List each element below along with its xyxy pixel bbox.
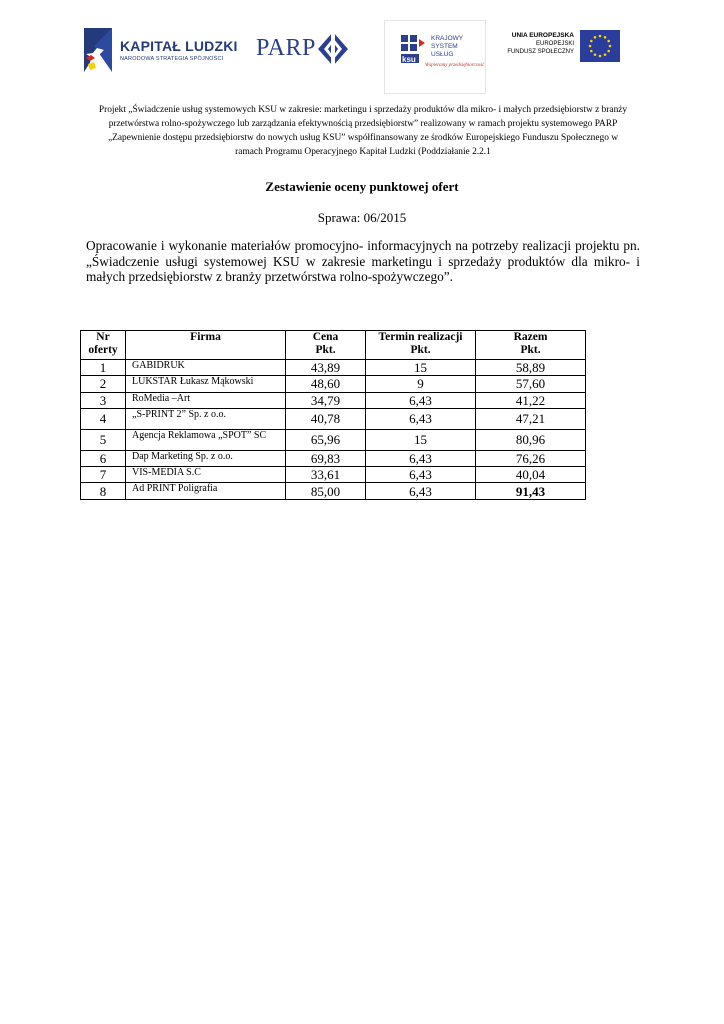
header-nr [81, 331, 126, 360]
cell-price: 85,00 [286, 483, 366, 499]
table-row [81, 392, 586, 408]
table-row [81, 450, 586, 466]
cell-nr: 3 [81, 392, 126, 408]
eu-flag-icon [580, 30, 620, 62]
cell-firm: Agencja Reklamowa „SPOT” SC [126, 429, 286, 450]
eu-text [507, 32, 574, 56]
cell-total: 58,89 [476, 360, 586, 376]
project-line-1: Projekt „Świadczenie usług systemowych KSU w zakresie: marketingu i sprzedaży produktów dla mikro- i małych przedsiębiorstw z branży [98, 105, 628, 115]
cell-price: 43,89 [286, 360, 366, 376]
cell-term: 9 [366, 376, 476, 392]
header-firm-label: Firma [190, 331, 221, 343]
header-price-line-1: Cena [312, 331, 339, 343]
eu-star-icon [607, 40, 610, 43]
svg-text:ksu: ksu [402, 55, 416, 64]
header-term [366, 331, 476, 360]
ksu-line-2: SYSTEM [431, 43, 458, 50]
ksu-mark-icon [401, 35, 427, 65]
header-total-line-2: Pkt. [520, 344, 541, 356]
header-price-line-2: Pkt. [315, 344, 336, 356]
table-row [81, 429, 586, 450]
cell-firm: Ad PRINT Poligrafia [126, 483, 286, 499]
cell-firm: VIS-MEDIA S.C [126, 467, 286, 483]
case-number: Sprawa: 06/2015 [317, 210, 407, 225]
cell-nr: 4 [81, 408, 126, 429]
cell-term: 15 [366, 429, 476, 450]
cell-nr: 2 [81, 376, 126, 392]
cell-firm: LUKSTAR Łukasz Mąkowski [126, 376, 286, 392]
cell-price: 69,83 [286, 450, 366, 466]
cell-price: 65,96 [286, 429, 366, 450]
cell-total-highest: 91,43 [476, 483, 586, 499]
kapital-ludzki-logo [84, 22, 238, 78]
cell-term: 15 [366, 360, 476, 376]
cell-total: 57,60 [476, 376, 586, 392]
parp-name: PARP [256, 35, 316, 61]
header-firm [126, 331, 286, 360]
cell-total: 40,04 [476, 467, 586, 483]
eu-line-3: FUNDUSZ SPOŁECZNY [507, 49, 574, 55]
ksu-line-3: USŁUG [431, 51, 454, 58]
eu-line-2: EUROPEJSKI [535, 41, 574, 47]
project-line-2: przetwórstwa rolno-spożywczego lub zarządzania efektywnością przedsiębiorstw” realizowany w ramach projektu systemowego PARP [108, 119, 618, 129]
ksu-line-1: KRAJOWY [431, 35, 464, 42]
cell-nr: 5 [81, 429, 126, 450]
ksu-logo [384, 20, 486, 94]
intro-paragraph: Opracowanie i wykonanie materiałów promocyjno- informacyjnych na potrzeby realizacji projektu pn. „Świadczenie usługi systemowej KSU w zakresie marketingu i sprzedaży produktów dla mikro- i małych przedsiębiorstw z branży przetwórstwa rolno-spożywczego”. [86, 238, 640, 284]
eu-star-icon [590, 50, 593, 53]
eu-line-1: UNIA EUROPEJSKA [511, 32, 574, 39]
header-total [476, 331, 586, 360]
offers-table [80, 330, 586, 500]
cell-total: 47,21 [476, 408, 586, 429]
kapital-ludzki-subtitle: NARODOWA STRATEGIA SPÓJNOŚCI [120, 56, 224, 62]
document-title: Zestawienie oceny punktowej ofert [265, 179, 459, 194]
cell-price: 33,61 [286, 467, 366, 483]
eu-star-icon [604, 36, 607, 39]
header-nr-line-2: oferty [88, 344, 118, 356]
cell-term: 6,43 [366, 483, 476, 499]
ksu-name [431, 35, 463, 59]
header-total-line-1: Razem [513, 331, 548, 343]
eu-star-icon [589, 45, 592, 48]
header-nr-line-1: Nr [96, 331, 110, 343]
eu-star-icon [599, 55, 602, 58]
table-row [81, 408, 586, 429]
eu-star-icon [594, 53, 597, 56]
cell-term: 6,43 [366, 467, 476, 483]
table-row [81, 467, 586, 483]
cell-nr: 6 [81, 450, 126, 466]
cell-firm: Dap Marketing Sp. z o.o. [126, 450, 286, 466]
parp-arrows-icon [318, 32, 348, 66]
cell-firm: RoMedia –Art [126, 392, 286, 408]
kapital-ludzki-flag-icon [84, 28, 112, 72]
table-row [81, 376, 586, 392]
eu-star-icon [609, 45, 612, 48]
table-header-row [81, 331, 586, 360]
cell-nr: 1 [81, 360, 126, 376]
cell-total: 80,96 [476, 429, 586, 450]
project-line-3: „Zapewnienie dostępu przedsiębiorstw do nowych usług KSU” współfinansowany ze środków Europejskiego Funduszu Społecznego w [107, 133, 619, 143]
table-row [81, 483, 586, 499]
eu-star-icon [599, 35, 602, 38]
cell-firm: GABIDRUK [126, 360, 286, 376]
cell-price: 34,79 [286, 392, 366, 408]
header-price [286, 331, 366, 360]
eu-star-icon [604, 53, 607, 56]
cell-total: 76,26 [476, 450, 586, 466]
cell-total: 41,22 [476, 392, 586, 408]
project-line-4: ramach Programu Operacyjnego Kapitał Ludzki (Poddziałanie 2.2.1 [235, 147, 491, 157]
kapital-ludzki-name: KAPITAŁ LUDZKI [120, 38, 238, 54]
cell-price: 48,60 [286, 376, 366, 392]
eu-star-icon [594, 36, 597, 39]
header-term-line-2: Pkt. [410, 344, 431, 356]
eu-star-icon [607, 50, 610, 53]
cell-nr: 7 [81, 467, 126, 483]
header-term-line-1: Termin realizacji [378, 331, 463, 343]
cell-term: 6,43 [366, 408, 476, 429]
parp-logo [256, 30, 356, 70]
cell-firm: „S-PRINT 2” Sp. z o.o. [126, 408, 286, 429]
cell-term: 6,43 [366, 392, 476, 408]
cell-term: 6,43 [366, 450, 476, 466]
eu-star-icon [590, 40, 593, 43]
cell-nr: 8 [81, 483, 126, 499]
project-description [86, 103, 640, 159]
eu-logo [496, 20, 630, 74]
cell-price: 40,78 [286, 408, 366, 429]
table-row [81, 360, 586, 376]
ksu-tagline: Wspieramy przedsiębiorczość [425, 63, 485, 68]
